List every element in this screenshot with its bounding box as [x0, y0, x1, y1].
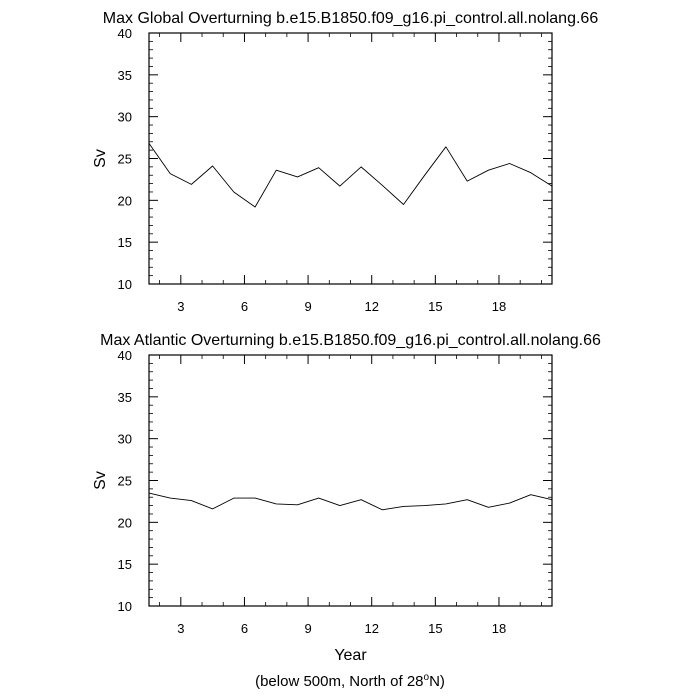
y-tick-label: 30 [117, 109, 132, 125]
x-axis-label: Year [334, 647, 367, 664]
y-tick-label: 40 [117, 348, 132, 363]
atlantic-overturning-chart [92, 332, 601, 664]
x-tick-label: 6 [240, 621, 249, 636]
y-axis-label: Sv [92, 471, 109, 490]
series-line [149, 493, 552, 510]
plot-frame [149, 33, 552, 284]
y-tick-label: 35 [117, 67, 132, 83]
x-tick-label: 9 [304, 621, 312, 636]
x-tick-label: 12 [364, 299, 379, 314]
x-tick-label: 12 [364, 621, 379, 636]
y-tick-label: 40 [117, 26, 132, 41]
x-tick-label: 15 [428, 299, 443, 314]
x-tick-label: 18 [491, 299, 507, 314]
x-tick-label: 15 [428, 621, 443, 636]
x-tick-label: 9 [304, 299, 312, 314]
chart-title: Max Atlantic Overturning b.e15.B1850.f09_g16.pi_control.all.nolang.66 [100, 332, 601, 349]
y-tick-label: 30 [117, 431, 132, 447]
y-tick-label: 20 [117, 515, 132, 531]
footnote-suffix: N) [429, 673, 445, 690]
y-tick-label: 35 [117, 389, 132, 405]
x-tick-label: 6 [240, 299, 249, 314]
y-tick-label: 15 [117, 235, 132, 251]
y-tick-label: 20 [117, 193, 132, 209]
y-tick-label: 10 [117, 599, 132, 614]
x-tick-label: 18 [491, 621, 507, 636]
plot-frame [149, 355, 552, 606]
x-tick-label: 3 [177, 621, 185, 636]
x-tick-label: 3 [177, 299, 185, 314]
footnote-prefix: (below 500m, North of 28 [255, 673, 424, 690]
chart-title: Max Global Overturning b.e15.B1850.f09_g16.pi_control.all.nolang.66 [102, 10, 599, 27]
y-axis-label: Sv [92, 149, 109, 168]
footnote-superscript: o [423, 672, 430, 683]
series-line [149, 143, 552, 207]
y-tick-label: 10 [117, 277, 132, 292]
y-tick-label: 25 [117, 473, 132, 489]
footnote [255, 672, 445, 690]
y-tick-label: 25 [117, 151, 132, 167]
y-tick-label: 15 [117, 557, 132, 573]
global-overturning-chart [92, 10, 598, 314]
